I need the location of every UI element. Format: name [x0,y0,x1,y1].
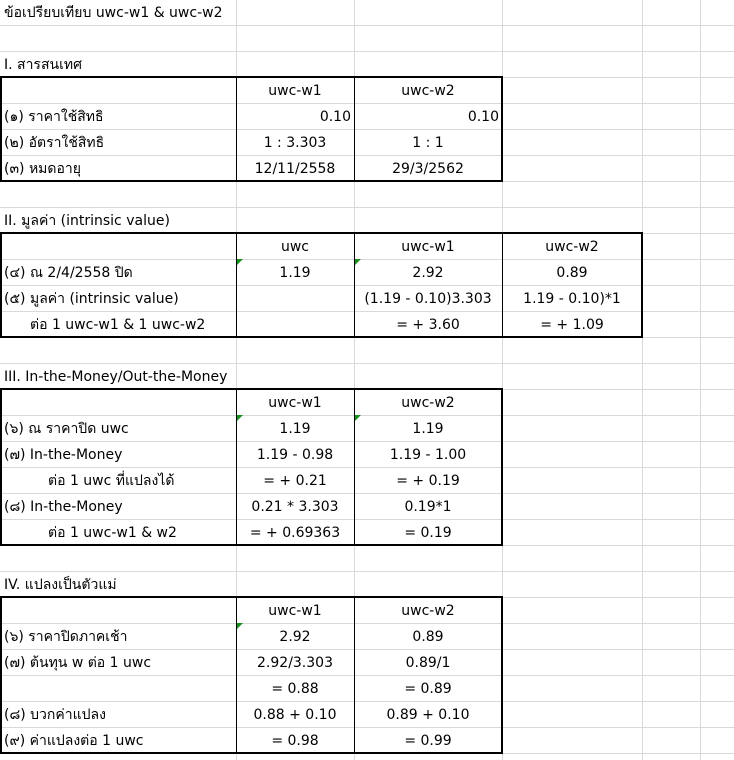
cell-value: 0.89 + 0.10 [386,707,470,723]
cell-value: 29/3/2562 [392,161,464,177]
cell-value: = + 0.21 [263,473,327,489]
cell-value: 0.21 * 3.303 [251,499,339,515]
row-label [0,676,236,702]
cell-value: = 0.88 [271,681,319,697]
row-label: (๖) ณ ราคาปิด uwc [4,421,129,437]
col-header-uwc-w2: uwc-w2 [401,395,455,411]
cell-value: 2.92 [412,265,444,281]
col-header-uwc-w2: uwc-w2 [401,603,455,619]
row-label: ต่อ 1 uwc-w1 & w2 [48,525,177,541]
col-header-uwc-w1: uwc-w1 [268,83,322,99]
cell-value: 12/11/2558 [254,161,336,177]
cell-value: 0.89 [412,629,444,645]
row-label: (๕) มูลค่า (intrinsic value) [4,291,179,307]
col-header-uwc-w2: uwc-w2 [401,83,455,99]
cell-value: 1.19 - 0.10)*1 [523,291,621,307]
section-heading: I. สารสนเทศ [4,57,82,73]
cell-value: 2.92 [279,629,311,645]
cell-value: 1.19 [412,421,444,437]
col-header-uwc: uwc [280,239,310,255]
cell-value: 1.19 [279,421,311,437]
row-label: (๑) ราคาใช้สิทธิ [4,109,104,125]
cell-value: 0.10 [319,109,351,125]
col-header-uwc-w1: uwc-w1 [268,395,322,411]
row-label: (๗) In-the-Money [4,447,123,463]
cell-value: = + 3.60 [396,317,460,333]
row-label: ต่อ 1 uwc ที่แปลงได้ [48,473,175,489]
row-label: (๒) อัตราใช้สิทธิ [4,135,105,151]
cell-value: 1.19 [279,265,311,281]
row-label: (๔) ณ 2/4/2558 ปิด [4,265,133,281]
sheet-title: ข้อเปรียบเทียบ uwc-w1 & uwc-w2 [4,5,223,21]
row-label: (๗) ต้นทุน w ต่อ 1 uwc [4,655,152,671]
col-header-uwc-w1: uwc-w1 [401,239,455,255]
row-label: (๘) บวกค่าแปลง [4,707,106,723]
cell-value: (1.19 - 0.10)3.303 [364,291,492,307]
cell-value: 0.88 + 0.10 [253,707,337,723]
cell-value: 0.10 [467,109,499,125]
section-heading: IV. แปลงเป็นตัวแม่ [4,577,117,593]
row-label: (๘) In-the-Money [4,499,123,515]
cell-value: = 0.98 [271,733,319,749]
cell-value: = + 0.69363 [249,525,341,541]
cell-value: = + 1.09 [540,317,604,333]
cell-value: = 0.19 [404,525,452,541]
cell-value: = 0.99 [404,733,452,749]
col-header-uwc-w2: uwc-w2 [545,239,599,255]
col-header-uwc-w1: uwc-w1 [268,603,322,619]
cell-value: 1 : 3.303 [263,135,327,151]
cell-value: 1.19 - 1.00 [389,447,467,463]
cell-value: 1.19 - 0.98 [256,447,334,463]
row-label: (๖) ราคาปิดภาคเช้า [4,629,128,645]
section-heading: III. In-the-Money/Out-the-Money [4,369,228,385]
row-label: (๙) ค่าแปลงต่อ 1 uwc [4,733,144,749]
row-label: ต่อ 1 uwc-w1 & 1 uwc-w2 [30,317,206,333]
cell-value: 0.89 [556,265,588,281]
cell-value: 1 : 1 [412,135,444,151]
cell-value: 0.19*1 [404,499,452,515]
row-label: (๓) หมดอายุ [4,161,81,177]
cell-value: = 0.89 [404,681,452,697]
section-heading: II. มูลค่า (intrinsic value) [4,213,170,229]
cell-value: = + 0.19 [396,473,460,489]
cell-value: 2.92/3.303 [257,655,333,671]
cell-value: 0.89/1 [405,655,451,671]
